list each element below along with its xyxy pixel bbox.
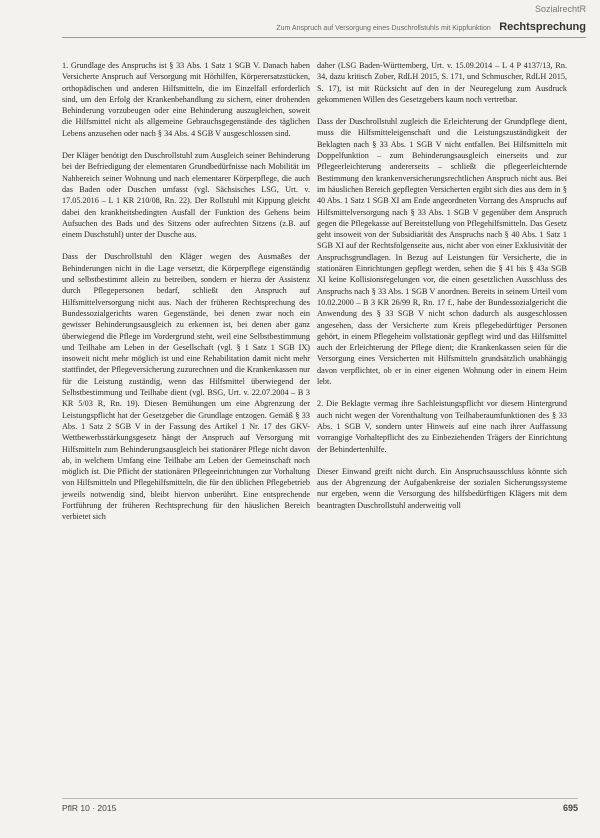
- paragraph: 1. Grundlage des Anspruchs ist § 33 Abs. 1 Satz 1 SGB V. Danach haben Versicherte Anspruch auf Versorgung mit Hörhilfen, Körperersatzstücken, orthopädischen und anderen Hilfsmitteln, die im Einzelfall erforderlich sind, um den Erfolg der Krankenbehandlung zu sichern, einer drohenden Behinderung vorzubeugen oder eine Behinderung auszugleichen, soweit die Hilfsmittel nicht als allgemeine Gebrauchsgegenstände des täglichen Lebens anzusehen oder nach § 34 Abs. 4 SGB V ausgeschlossen sind.: [62, 61, 310, 138]
- running-header: [62, 17, 586, 38]
- section-title: Rechtsprechung: [499, 21, 586, 33]
- paragraph: daher (LSG Baden-Württemberg, Urt. v. 15.09.2014 – L 4 P 4137/13, Rn. 34, dazu kritisch Zober, RdLH 2015, S. 171, und Schmuscher, RdLH 2015, S. 17), ist mit Rücksicht auf den in der Neuregelung zum Ausdruck gekommenen Willen des Gesetzgebers kaum noch vertretbar.: [317, 61, 567, 104]
- page-number: 695: [562, 803, 578, 813]
- journal-reference: PflR 10 · 2015: [62, 803, 117, 813]
- right-column: [317, 60, 567, 511]
- paragraph: Der Kläger benötigt den Duschrollstuhl zum Ausgleich seiner Behinderung bei der Befriedigung der elementaren Grundbedürfnisse nach Mobilität im Nahbereich seiner Wohnung und nach elementarer Körperpflege, die auch das Baden oder Duschen umfasst (vgl. Sächsisches LSG, Urt. v. 17.05.2016 – L 1 KR 210/08, Rn. 22). Der Rollstuhl mit Kippung gleicht dabei den krankheitsbedingten Ausfall der Funktion des Gehens beim Aufsuchen des Bads und des Sitzens oder aufrechten Sitzens (z.B. auf einem Duschstuhl) unter der Dusche aus.: [62, 151, 310, 240]
- corner-tag: SozialrechtR: [534, 4, 586, 14]
- paragraph: Dass der Duschrollstuhl den Kläger wegen des Ausmaßes der Behinderungen nicht in die Lage versetzt, die Körperpflege eigenständig und selbstbestimmt allein zu betreiben, sondern er hierzu der Assistenz durch Pflegepersonen bedarf, schließt den Anspruch auf Hilfsmittelversorgung nicht aus. Nach der früheren Rechtsprechung des Bundessozialgerichts waren Gegenstände, bei denen zwar noch ein gewisser Behinderungsausgleich zu erkennen ist, bei denen aber ganz überwiegend die Pflege im Vordergrund steht, weil eine Selbstbestimmung und Teilhabe am Leben in der Gesellschaft (vgl. § 1 Satz 1 SGB IX) insoweit nicht mehr möglich ist und eine Rehabilitation damit nicht mehr stattfindet, der Pflegeversicherung zuzurechnen und die Krankenkassen nur für die Leistung zuständig, wenn das Hilfsmittel überwiegend der Selbstbestimmung und Teilhabe dient (vgl. BSG, Urt. v. 22.07.2004 – B 3 KR 5/03 R, Rn. 19). Diesen Bemühungen um eine Abgrenzung der Leistungspflicht hat der Gesetzgeber die Grundlage entzogen. Gemäß § 33 Abs. 1 Satz 2 SGB V in der Fassung des Artikel 1 Nr. 17 des GKV-Wettbewerbsstärkungsgesetz hängt der Anspruch auf Versorgung mit Hilfsmitteln zum Behinderungsausgleich bei stationärer Pflege nicht davon ab, in welchem Umfang eine Teilhabe am Leben der Gemeinschaft noch möglich ist. Die Pflicht der stationären Pflegeeinrichtungen zur Vorhaltung von Hilfsmitteln und Pflegehilfsmitteln, die für den üblichen Pflegebetrieb jeweils notwendig sind, bleibt hiervon unberührt. Eine entsprechende Fortführung der früheren Rechtsprechung für den häuslichen Bereich verbietet sich: [62, 252, 310, 522]
- header-subtitle: Zum Anspruch auf Versorgung eines Duschrollstuhls mit Kippfunktion: [276, 25, 491, 32]
- paragraph: Dass der Duschrollstuhl zugleich die Erleichterung der Grundpflege dient, muss die Hilfsmitteleigenschaft und die Leistungszuständigkeit der Beklagten nach § 33 Abs. 1 SGB V nicht entfallen. Bei Hilfsmitteln mit Doppelfunktion – zum Behinderungsausgleich einerseits und zur Pflegeerleichterung andererseits – schließt die pflegeerleichternde Bestimmung den krankenversicherungsrechtlichen Anspruch nicht aus. Bei im häuslichen Bereich gepflegten Versicherten ergibt sich dies aus dem in § 40 Abs. 1 Satz 1 SGB XI am Ende angeordneten Vorrang des Anspruchs auf Hilfsmittelversorgung nach § 33 Abs. 1 SGB V gegenüber dem Anspruch gegen die Pflegekasse auf Bereitstellung von Pflegehilfsmitteln. Das Gesetz geht insoweit von der Subsidiarität des Anspruchs nach § 40 Abs. 1 Satz 1 SGB XI auf der Rechtsfolgenseite aus, nicht aber von einer Exklusivität der Anspruchsgrundlagen. In Bezug auf Leistungen für Versicherte, die in stationären Einrichtungen gepflegt werden, sehen die § 41 bis § 43a SGB XI keine Kollisionsregelungen vor, die einen gesetzlichen Ausschluss des Anspruchs nach § 33 Abs. 1 SGB V anordnen. Bereits in seinem Urteil vom 10.02.2000 – B 3 KR 26/99 R, Rn. 17 f., habe der Bundessozialgericht die Anwendung des § 33 SGB V nicht schon dadurch als ausgeschlossen angesehen, dass der Versicherte zum Kreis pflegebedürftiger Personen gehört, in einem Pflegeheim vollstationär gepflegt wird und das Hilfsmittel auch der Erleichterung der Pflege dient; die Krankenkassen seien für die Versorgung eines Versicherten mit Hilfsmitteln grundsätzlich unabhängig davon verpflichtet, ob er in einer eigenen Wohnung oder in einem Heim lebt.: [317, 117, 567, 387]
- paragraph: 2. Die Beklagte vermag ihre Sachleistungspflicht vor diesem Hintergrund auch nicht wegen der Vorenthaltung von Teilhaberaumfunktionen des § 33 Abs. 1 SGB V, sondern unter Hinweis auf eine nach ihrer Auffassung vorrangige Vorhaltepflicht des zu Einbeziehenden Trägers der Einrichtung der Behindertenhilfe.: [317, 399, 567, 454]
- left-column: [62, 60, 310, 523]
- paragraph: Dieser Einwand greift nicht durch. Ein Anspruchsausschluss könnte sich aus der Abgrenzung der Aufgabenkreise der sozialen Sicherungssysteme nur ergeben, wenn die Versorgung des hilfsbedürftigen Klägers mit dem beantragten Duschrollstuhl anderweitig voll: [317, 466, 567, 510]
- page-footer: [62, 798, 578, 813]
